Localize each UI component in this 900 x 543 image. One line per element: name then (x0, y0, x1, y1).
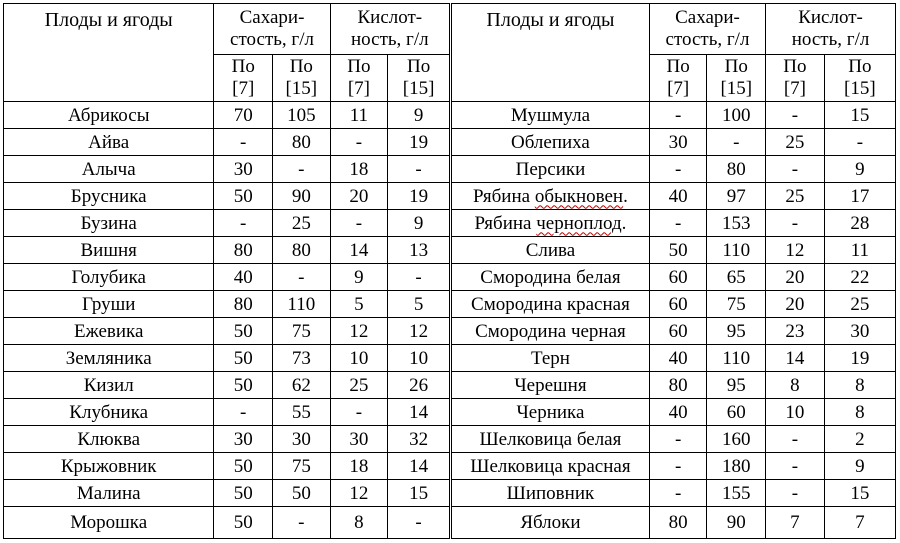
acid-ref7-cell: 12 (330, 480, 388, 507)
table-row (4, 183, 896, 210)
sugar-ref15-cell: 50 (273, 480, 331, 507)
acid-ref7-cell: 10 (766, 399, 825, 426)
column-header-fruits-right: Плоды и ягоды (451, 4, 650, 102)
fruit-name-cell: Груши (4, 291, 214, 318)
acid-ref15-cell: 15 (824, 480, 895, 507)
fruit-name-cell: Голубика (4, 264, 214, 291)
acid-ref15-cell: 9 (388, 210, 451, 237)
acid-ref7-cell: 14 (766, 345, 825, 372)
sugar-ref15-cell: 25 (273, 210, 331, 237)
subheader-ref15: По [15] (273, 55, 331, 102)
acid-ref15-cell: 5 (388, 291, 451, 318)
sugar-ref7-cell: 80 (649, 507, 707, 539)
acid-ref15-cell: 25 (824, 291, 895, 318)
sugar-ref15-cell: - (707, 129, 766, 156)
acid-ref15-cell: 17 (824, 183, 895, 210)
sugar-ref7-cell: - (214, 129, 273, 156)
acid-ref15-cell: 9 (824, 453, 895, 480)
sugar-ref7-cell: 40 (214, 264, 273, 291)
sugar-ref15-cell: 60 (707, 399, 766, 426)
acid-ref7-cell: 20 (766, 264, 825, 291)
fruit-name-cell: Шелковица красная (451, 453, 650, 480)
sugar-ref15-cell: 90 (273, 183, 331, 210)
table-row (4, 156, 896, 183)
table-row (4, 426, 896, 453)
sugar-ref15-cell: 73 (273, 345, 331, 372)
sugar-ref15-cell: 80 (707, 156, 766, 183)
sugar-ref7-cell: 50 (649, 237, 707, 264)
fruit-name-cell: Клубника (4, 399, 214, 426)
fruit-name-part: Рябина (473, 185, 535, 207)
acid-ref15-cell: 30 (824, 318, 895, 345)
sugar-ref15-cell: 110 (707, 345, 766, 372)
acid-ref7-cell: 25 (330, 372, 388, 399)
acid-ref7-cell: 9 (330, 264, 388, 291)
fruit-name-cell: Смородина черная (451, 318, 650, 345)
acid-ref15-cell: 15 (824, 102, 895, 129)
fruit-name-cell: Алыча (4, 156, 214, 183)
acid-ref15-cell: 10 (388, 345, 451, 372)
column-header-sugar-right (649, 4, 765, 55)
acid-ref7-cell: 10 (330, 345, 388, 372)
table-row (4, 453, 896, 480)
acid-ref15-cell: 7 (824, 507, 895, 539)
fruit-name-cell: Морошка (4, 507, 214, 539)
sugar-ref7-cell: - (649, 426, 707, 453)
subheader-ref7: По [7] (330, 55, 388, 102)
sugar-ref15-cell: 75 (273, 453, 331, 480)
fruit-name-part: . (623, 185, 628, 207)
sugar-header-line1: Сахари- (239, 7, 305, 28)
acid-ref15-cell: 15 (388, 480, 451, 507)
subheader-ref7: По [7] (766, 55, 825, 102)
acid-ref7-cell: 30 (330, 426, 388, 453)
acid-ref7-cell: 8 (330, 507, 388, 539)
table-row (4, 237, 896, 264)
sugar-header-line2: стость, г/л (665, 29, 750, 50)
fruit-name-part: Рябина (474, 212, 537, 234)
sugar-ref7-cell: 60 (649, 291, 707, 318)
acid-ref15-cell: - (388, 507, 451, 539)
sugar-ref15-cell: 95 (707, 372, 766, 399)
fruit-name-cell: Шиповник (451, 480, 650, 507)
fruit-name-cell: Малина (4, 480, 214, 507)
acid-ref7-cell: 20 (766, 291, 825, 318)
fruit-name-part: . (621, 212, 627, 234)
acid-ref7-cell: 12 (330, 318, 388, 345)
sugar-ref7-cell: - (649, 210, 707, 237)
table-row (4, 210, 896, 237)
fruit-name-cell: Шелковица белая (451, 426, 650, 453)
sugar-ref15-cell: 90 (707, 507, 766, 539)
acid-ref7-cell: - (766, 426, 825, 453)
subheader-ref15: По [15] (824, 55, 895, 102)
fruit-name-cell: Клюква (4, 426, 214, 453)
sugar-ref7-cell: - (214, 399, 273, 426)
acid-ref7-cell: 11 (330, 102, 388, 129)
sugar-ref15-cell: 110 (273, 291, 331, 318)
acid-ref7-cell: 14 (330, 237, 388, 264)
sugar-ref15-cell: 80 (273, 237, 331, 264)
acid-ref15-cell: 9 (824, 156, 895, 183)
sugar-ref7-cell: 60 (649, 318, 707, 345)
acid-ref15-cell: - (388, 156, 451, 183)
document-page (3, 3, 896, 540)
fruit-name-cell: Бузина (4, 210, 214, 237)
sugar-ref7-cell: 70 (214, 102, 273, 129)
acid-ref7-cell: - (766, 480, 825, 507)
table-body (4, 102, 896, 539)
fruit-name-cell: Черника (451, 399, 650, 426)
sugar-ref7-cell: 40 (649, 399, 707, 426)
sugar-ref7-cell: 50 (214, 453, 273, 480)
fruit-name-cell: Слива (451, 237, 650, 264)
sugar-ref15-cell: - (273, 264, 331, 291)
acid-ref7-cell: 8 (766, 372, 825, 399)
sugar-ref7-cell: 50 (214, 345, 273, 372)
fruit-name-cell: Мушмула (451, 102, 650, 129)
acid-header-line2: ность, г/л (791, 29, 870, 50)
acid-header-line1: Кислот- (798, 7, 863, 28)
column-header-acid-left (330, 4, 450, 55)
table-row (4, 264, 896, 291)
sugar-ref15-cell: - (273, 507, 331, 539)
column-header-sugar-left (214, 4, 330, 55)
sugar-ref7-cell: 80 (214, 237, 273, 264)
acid-ref15-cell: 19 (824, 345, 895, 372)
fruit-name-cell: Терн (451, 345, 650, 372)
fruit-name-cell: Персики (451, 156, 650, 183)
acid-ref15-cell: 13 (388, 237, 451, 264)
column-header-fruits-left: Плоды и ягоды (4, 4, 214, 102)
fruit-name-cell: Смородина белая (451, 264, 650, 291)
acid-ref7-cell: - (766, 102, 825, 129)
acid-ref15-cell: 14 (388, 453, 451, 480)
fruit-name-cell: Яблоки (451, 507, 650, 539)
sugar-ref7-cell: 30 (214, 156, 273, 183)
sugar-ref15-cell: 105 (273, 102, 331, 129)
acid-ref7-cell: - (766, 453, 825, 480)
subheader-ref7: По [7] (214, 55, 273, 102)
acid-ref7-cell: 25 (766, 129, 825, 156)
sugar-header-line1: Сахари- (675, 7, 740, 28)
sugar-ref15-cell: 110 (707, 237, 766, 264)
acid-ref15-cell: 14 (388, 399, 451, 426)
acid-ref15-cell: - (388, 264, 451, 291)
acid-ref7-cell: 23 (766, 318, 825, 345)
sugar-ref7-cell: 50 (214, 372, 273, 399)
sugar-ref15-cell: 75 (273, 318, 331, 345)
acid-ref7-cell: 12 (766, 237, 825, 264)
subheader-ref7: По [7] (649, 55, 707, 102)
fruit-name-cell: Смородина красная (451, 291, 650, 318)
sugar-ref15-cell: 30 (273, 426, 331, 453)
fruit-composition-table (3, 3, 896, 539)
fruit-name-cell: Брусника (4, 183, 214, 210)
sugar-ref15-cell: 80 (273, 129, 331, 156)
sugar-ref15-cell: 62 (273, 372, 331, 399)
fruit-name-cell (451, 183, 650, 210)
sugar-ref15-cell: 153 (707, 210, 766, 237)
acid-header-line2: ность, г/л (351, 29, 429, 50)
subheader-ref15: По [15] (388, 55, 451, 102)
acid-ref7-cell: 7 (766, 507, 825, 539)
acid-ref15-cell: 2 (824, 426, 895, 453)
sugar-ref15-cell: 55 (273, 399, 331, 426)
fruit-name-cell: Облепиха (451, 129, 650, 156)
acid-ref15-cell: 26 (388, 372, 451, 399)
sugar-ref7-cell: 50 (214, 318, 273, 345)
table-row (4, 480, 896, 507)
sugar-ref7-cell: 40 (649, 345, 707, 372)
acid-ref15-cell: 32 (388, 426, 451, 453)
fruit-name-cell: Айва (4, 129, 214, 156)
acid-ref7-cell: - (766, 156, 825, 183)
acid-ref7-cell: 18 (330, 156, 388, 183)
fruit-name-cell: Черешня (451, 372, 650, 399)
sugar-ref7-cell: - (649, 156, 707, 183)
sugar-ref15-cell: 75 (707, 291, 766, 318)
fruit-name-cell: Земляника (4, 345, 214, 372)
sugar-ref15-cell: 155 (707, 480, 766, 507)
fruit-name-cell: Абрикосы (4, 102, 214, 129)
acid-ref15-cell: - (824, 129, 895, 156)
acid-ref7-cell: - (766, 210, 825, 237)
sugar-ref7-cell: 30 (214, 426, 273, 453)
sugar-ref15-cell: 97 (707, 183, 766, 210)
acid-ref7-cell: 5 (330, 291, 388, 318)
acid-ref15-cell: 19 (388, 129, 451, 156)
acid-ref15-cell: 12 (388, 318, 451, 345)
sugar-ref7-cell: 80 (214, 291, 273, 318)
sugar-ref7-cell: 50 (214, 183, 273, 210)
fruit-name-cell: Кизил (4, 372, 214, 399)
acid-ref15-cell: 28 (824, 210, 895, 237)
sugar-ref7-cell: - (649, 102, 707, 129)
sugar-ref15-cell: 160 (707, 426, 766, 453)
table-row (4, 345, 896, 372)
table-row (4, 318, 896, 345)
table-row (4, 102, 896, 129)
acid-ref15-cell: 8 (824, 399, 895, 426)
acid-ref15-cell: 11 (824, 237, 895, 264)
acid-ref15-cell: 22 (824, 264, 895, 291)
fruit-name-cell: Крыжовник (4, 453, 214, 480)
acid-ref7-cell: - (330, 210, 388, 237)
acid-ref7-cell: - (330, 129, 388, 156)
acid-ref7-cell: 18 (330, 453, 388, 480)
table-row (4, 372, 896, 399)
table-row (4, 399, 896, 426)
acid-ref7-cell: 20 (330, 183, 388, 210)
acid-header-line1: Кислот- (357, 7, 423, 28)
acid-ref7-cell: 25 (766, 183, 825, 210)
acid-ref7-cell: - (330, 399, 388, 426)
spellcheck-underlined-text: черноплод (536, 212, 622, 234)
table-row (4, 129, 896, 156)
sugar-ref15-cell: - (273, 156, 331, 183)
sugar-ref7-cell: - (214, 210, 273, 237)
acid-ref15-cell: 19 (388, 183, 451, 210)
table-row (4, 507, 896, 539)
sugar-ref15-cell: 95 (707, 318, 766, 345)
fruit-name-cell (451, 210, 650, 237)
sugar-ref7-cell: - (649, 480, 707, 507)
subheader-ref15: По [15] (707, 55, 766, 102)
sugar-header-line2: стость, г/л (230, 29, 314, 50)
acid-ref15-cell: 8 (824, 372, 895, 399)
sugar-ref7-cell: - (649, 453, 707, 480)
column-header-acid-right (766, 4, 896, 55)
sugar-ref7-cell: 30 (649, 129, 707, 156)
fruit-name-cell: Вишня (4, 237, 214, 264)
sugar-ref7-cell: 80 (649, 372, 707, 399)
sugar-ref15-cell: 100 (707, 102, 766, 129)
sugar-ref15-cell: 180 (707, 453, 766, 480)
spellcheck-underlined-text: обыкновен (534, 185, 624, 207)
sugar-ref7-cell: 50 (214, 507, 273, 539)
sugar-ref15-cell: 65 (707, 264, 766, 291)
sugar-ref7-cell: 50 (214, 480, 273, 507)
header-row-1 (4, 4, 896, 55)
sugar-ref7-cell: 60 (649, 264, 707, 291)
table-row (4, 291, 896, 318)
sugar-ref7-cell: 40 (649, 183, 707, 210)
fruit-name-cell: Ежевика (4, 318, 214, 345)
acid-ref15-cell: 9 (388, 102, 451, 129)
